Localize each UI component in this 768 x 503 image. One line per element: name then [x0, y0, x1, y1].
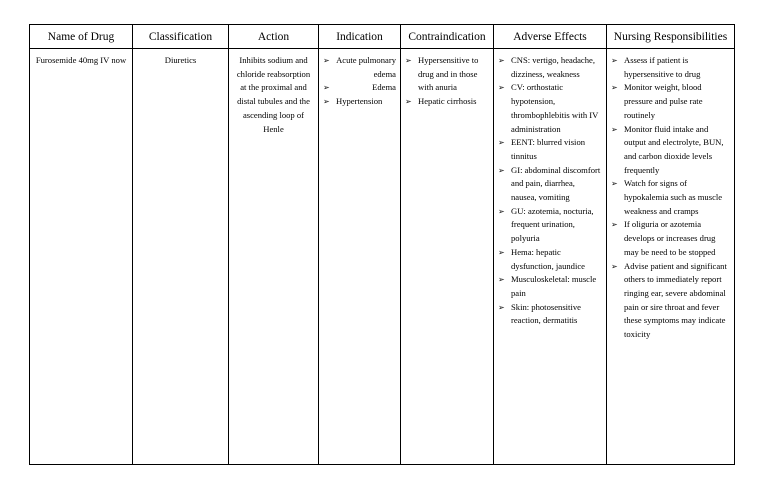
- header-indication: Indication: [319, 25, 401, 49]
- cell-drug-name: Furosemide 40mg IV now: [30, 49, 133, 465]
- list-item: ➢ GU: azotemia, nocturia, frequent urination, polyuria: [498, 205, 602, 246]
- list-item: ➢ If oliguria or azotemia develops or increases drug may be need to be stopped: [611, 218, 730, 259]
- list-item: ➢ Assess if patient is hypersensitive to drug: [611, 54, 730, 81]
- nursing-responsibilities-list: [611, 54, 730, 342]
- cell-nursing-responsibilities: [607, 49, 735, 465]
- list-item: ➢ Hema: hepatic dysfunction, jaundice: [498, 246, 602, 273]
- list-item: ➢ GI: abdominal discomfort and pain, diarrhea, nausea, vomiting: [498, 164, 602, 205]
- list-item: ➢ Acute pulmonary edema: [323, 54, 396, 81]
- drug-study-table: [29, 24, 735, 465]
- list-item: ➢ Hypersensitive to drug and in those with anuria: [405, 54, 489, 95]
- list-item: ➢ Edema: [323, 81, 396, 95]
- header-adverse-effects: Adverse Effects: [494, 25, 607, 49]
- contraindication-list: [405, 54, 489, 109]
- adverse-effects-list: [498, 54, 602, 328]
- cell-classification: Diuretics: [133, 49, 229, 465]
- header-action: Action: [229, 25, 319, 49]
- header-contraindication: Contraindication: [401, 25, 494, 49]
- list-item: ➢ CV: orthostatic hypotension, thrombophlebitis with IV administration: [498, 81, 602, 136]
- list-item: ➢ CNS: vertigo, headache, dizziness, weakness: [498, 54, 602, 81]
- list-item: ➢ Monitor weight, blood pressure and pulse rate routinely: [611, 81, 730, 122]
- header-nursing-responsibilities: Nursing Responsibilities: [607, 25, 735, 49]
- list-item: ➢ Hepatic cirrhosis: [405, 95, 489, 109]
- cell-indication: [319, 49, 401, 465]
- list-item: ➢ Musculoskeletal: muscle pain: [498, 273, 602, 300]
- list-item: ➢ Skin: photosensitive reaction, dermatitis: [498, 301, 602, 328]
- list-item: ➢ Monitor fluid intake and output and electrolyte, BUN, and carbon dioxide levels frequently: [611, 123, 730, 178]
- cell-action: Inhibits sodium and chloride reabsorption at the proximal and distal tubules and the ascending loop of Henle: [229, 49, 319, 465]
- list-item: ➢ Hypertension: [323, 95, 396, 109]
- indication-list: [323, 54, 396, 109]
- header-row: [30, 25, 735, 49]
- list-item: ➢ Watch for signs of hypokalemia such as muscle weakness and cramps: [611, 177, 730, 218]
- header-name-of-drug: Name of Drug: [30, 25, 133, 49]
- list-item: ➢ Advise patient and significant others to immediately report ringing ear, severe abdominal pain or sire throat and fever these symptoms may indicate toxicity: [611, 260, 730, 342]
- header-classification: Classification: [133, 25, 229, 49]
- cell-contraindication: [401, 49, 494, 465]
- cell-adverse-effects: [494, 49, 607, 465]
- drug-row: [30, 49, 735, 465]
- list-item: ➢ EENT: blurred vision tinnitus: [498, 136, 602, 163]
